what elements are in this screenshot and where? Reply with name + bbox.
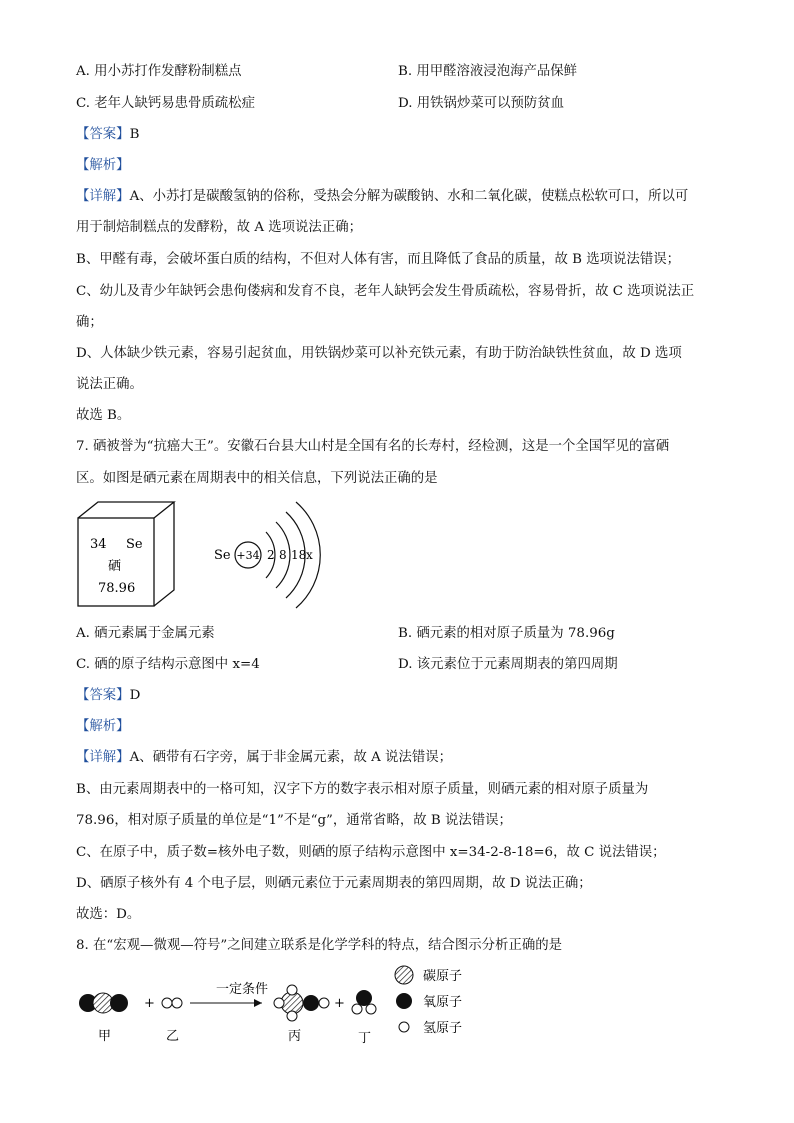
detail-text: A、硒带有石字旁，属于非金属元素，故 A 说法错误；: [129, 750, 453, 765]
answer-value: D: [129, 688, 141, 703]
arrow-head: [254, 999, 262, 1007]
shell-electrons-1: 2: [267, 548, 275, 562]
element-name: 硒: [108, 559, 122, 574]
q6-detail-line-1: [76, 187, 688, 207]
q7-detail-line-1: [76, 748, 452, 768]
shell-electrons-3: 18: [291, 548, 307, 562]
legend-carbon: 碳原子: [423, 969, 463, 984]
q6-detail-line-2: 用于制焙制糕点的发酵粉，故 A 选项说法正确；: [76, 220, 362, 235]
label-ding: 丁: [358, 1031, 372, 1046]
q8-stem: 8. 在“宏观—微观—符号”之间建立联系是化学学科的特点，结合图示分析正确的是: [76, 938, 563, 953]
q7-detail-line-4: C、在原子中，质子数=核外电子数，则硒的原子结构示意图中 x=34-2-8-18=6，故 C 说法错误；: [76, 845, 666, 860]
answer-tag: 【答案】: [76, 127, 130, 142]
element-mass: 78.96: [98, 581, 136, 596]
q6-option-a: A. 用小苏打作发酵粉制糕点: [76, 64, 242, 79]
q7-option-b: B. 硒元素的相对原子质量为 78.96g: [398, 626, 615, 641]
molecule-ding: [352, 990, 376, 1014]
atom-symbol: Se: [214, 548, 231, 563]
q7-analysis-tag: 【解析】: [76, 719, 130, 734]
shell-electrons-4: x: [306, 548, 313, 562]
molecule-bing: [274, 985, 329, 1021]
label-yi: 乙: [166, 1029, 180, 1044]
plus-sign: +: [334, 996, 345, 1011]
element-number: 34: [90, 537, 107, 552]
q7-detail-line-2: B、由元素周期表中的一格可知，汉字下方的数字表示相对原子质量，则硒元素的相对原子质量为: [76, 782, 649, 797]
shell-electrons-2: 8: [279, 548, 287, 562]
q7-detail-line-3: 78.96，相对原子质量的单位是“1”不是“g”，通常省略，故 B 说法错误；: [76, 813, 512, 828]
hydrogen-atom-icon: [399, 1022, 409, 1032]
reaction-condition: 一定条件: [216, 982, 269, 997]
q6-option-c: C. 老年人缺钙易患骨质疏松症: [76, 96, 255, 111]
q7-option-c: C. 硒的原子结构示意图中 x=4: [76, 657, 260, 672]
q6-detail-line-4: C、幼儿及青少年缺钙会患佝偻病和发育不良，老年人缺钙会发生骨质疏松，容易骨折，故 C 选项说法正: [76, 284, 695, 299]
legend-hydrogen: 氢原子: [423, 1021, 463, 1036]
q6-detail-line-3: B、甲醛有毒，会破坏蛋白质的结构，不但对人体有害，而且降低了食品的质量，故 B 选项说法错误；: [76, 252, 680, 267]
q7-conclusion: 故选：D。: [76, 907, 141, 922]
label-jia: 甲: [98, 1029, 112, 1044]
plus-sign: +: [144, 996, 155, 1011]
q6-analysis-tag: 【解析】: [76, 158, 130, 173]
detail-tag: 【详解】: [76, 750, 130, 765]
label-bing: 丙: [288, 1029, 302, 1044]
detail-text: A、小苏打是碳酸氢钠的俗称，受热会分解为碳酸钠、水和二氧化碳，使糕点松软可口，所以可: [129, 189, 689, 204]
carbon-atom-icon: [395, 966, 413, 984]
answer-value: B: [129, 127, 140, 142]
legend-oxygen: 氧原子: [423, 995, 463, 1010]
detail-tag: 【详解】: [76, 189, 130, 204]
q6-answer: [76, 125, 139, 145]
q6-option-b: B. 用甲醛溶液浸泡海产品保鲜: [398, 64, 578, 79]
q6-option-d: D. 用铁锅炒菜可以预防贫血: [398, 96, 565, 111]
q6-detail-line-5: 确；: [76, 315, 103, 330]
q6-detail-line-6: D、人体缺少铁元素，容易引起贫血，用铁锅炒菜可以补充铁元素，有助于防治缺铁性贫血，故 D 选项: [76, 346, 682, 361]
answer-tag: 【答案】: [76, 688, 130, 703]
q7-stem-line-1: 7. 硒被誉为“抗癌大王”。安徽石台县大山村是全国有名的长寿村，经检测，这是一个全国罕见的富硒: [76, 439, 670, 454]
molecule-jia: [79, 993, 128, 1013]
q6-detail-line-7: 说法正确。: [76, 377, 143, 392]
q7-figure: [70, 496, 390, 616]
nucleus-charge: +34: [236, 549, 260, 562]
oxygen-atom-icon: [396, 993, 412, 1009]
molecule-yi: [162, 998, 182, 1008]
legend: [395, 966, 462, 1036]
q7-stem-line-2: 区。如图是硒元素在周期表中的相关信息，下列说法正确的是: [76, 471, 438, 486]
q8-reaction-diagram: [70, 960, 490, 1050]
q7-option-a: A. 硒元素属于金属元素: [76, 626, 215, 641]
atom-structure-diagram: [214, 502, 320, 608]
q7-detail-line-5: D、硒原子核外有 4 个电子层，则硒元素位于元素周期表的第四周期，故 D 说法正确；: [76, 876, 592, 891]
q6-conclusion: 故选 B。: [76, 408, 131, 423]
q7-answer: [76, 686, 140, 706]
element-symbol: Se: [126, 537, 143, 552]
q7-option-d: D. 该元素位于元素周期表的第四周期: [398, 657, 618, 672]
